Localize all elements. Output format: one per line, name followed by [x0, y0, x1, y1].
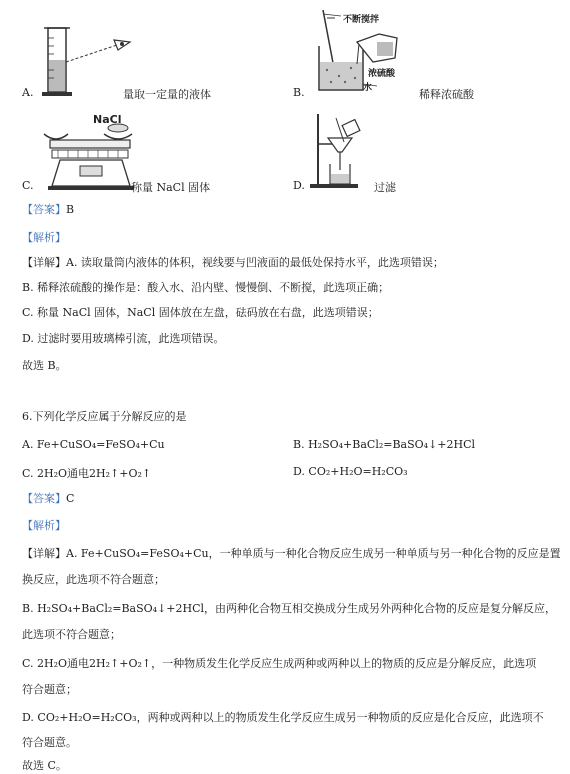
- detail-line-q6-c1: C. 2H₂O通电2H₂↑+O₂↑，一种物质发生化学反应生成两种或两种以上的物质的反应是分解反应，此选项: [22, 657, 537, 670]
- figure-label-water: 水: [363, 83, 373, 93]
- figure-label-stir: 不断搅拌: [343, 15, 380, 25]
- option-label-c: 称量 NaCl 固体: [131, 181, 211, 194]
- detail-line-q6-c2: 符合题意；: [22, 683, 77, 696]
- detail-line-q5-a: [22, 254, 444, 270]
- answer-value: C: [66, 492, 75, 505]
- detail-line-q6-b1: B. H₂SO₄+BaCl₂=BaSO₄↓+2HCl，由两种化合物互相交换成分生成另外两种化合物的反应是复分解反应，: [22, 602, 557, 615]
- detail-text: A. Fe+CuSO₄=FeSO₄+Cu，一种单质与一种化合物反应生成另一种单质与另一种化合物的反应是置: [66, 547, 561, 560]
- detail-line-q6-a2: 换反应，此选项不符合题意；: [22, 573, 165, 586]
- detail-text: A. 读取量筒内液体的体积，视线要与凹液面的最低处保持水平，此选项错误；: [66, 256, 444, 269]
- detail-line-q5-c: C. 称量 NaCl 固体，NaCl 固体放在左盘，砝码放在右盘，此选项错误；: [22, 306, 379, 319]
- option-label-b: 稀释浓硫酸: [419, 88, 474, 101]
- detail-line-q5-d: D. 过滤时要用玻璃棒引流，此选项错误。: [22, 332, 225, 345]
- detail-line-q6-b2: 此选项不符合题意；: [22, 628, 121, 641]
- answer-line-q6: [22, 490, 74, 506]
- analysis-tag-q6: 【解析】: [22, 519, 66, 532]
- answer-tag: 【答案】: [22, 492, 66, 505]
- option-q6-b: B. H₂SO₄+BaCl₂=BaSO₄↓+2HCl: [293, 438, 476, 451]
- option-label-a: 量取一定量的液体: [123, 88, 211, 101]
- option-letter-d: D.: [293, 179, 305, 192]
- answer-tag: 【答案】: [22, 203, 66, 216]
- answer-value: B: [66, 203, 75, 216]
- answer-line-q5: [22, 201, 74, 217]
- option-letter-b: B.: [293, 86, 305, 99]
- detail-line-q6-d1: D. CO₂+H₂O=H₂CO₃，两种或两种以上的物质发生化学反应生成另一种物质的反应是化合反应，此选项不: [22, 711, 544, 724]
- option-letter-c: C.: [22, 179, 34, 192]
- option-q6-d: D. CO₂+H₂O=H₂CO₃: [293, 465, 408, 478]
- detail-tag: 【详解】: [22, 547, 66, 560]
- detail-line-q5-b: B. 稀释浓硫酸的操作是：酸入水、沿内壁、慢慢倒、不断搅，此选项正确；: [22, 281, 390, 294]
- detail-line-q6-a1: [22, 545, 561, 561]
- option-q6-a: A. Fe+CuSO₄=FeSO₄+Cu: [22, 438, 165, 451]
- option-letter-a: A.: [22, 86, 34, 99]
- figure-label-nacl: NaCl: [93, 113, 122, 126]
- detail-line-q6-d2: 符合题意。: [22, 736, 77, 749]
- conclusion-q5: 故选 B。: [22, 359, 67, 372]
- detail-tag: 【详解】: [22, 256, 66, 269]
- figure-label-acid: 浓硫酸: [368, 69, 396, 79]
- conclusion-q6: 故选 C。: [22, 759, 67, 772]
- figure-filtration: [308, 108, 368, 190]
- question-stem-q6: 6.下列化学反应属于分解反应的是: [22, 410, 187, 423]
- option-label-d: 过滤: [374, 181, 396, 194]
- analysis-tag-q5: 【解析】: [22, 231, 66, 244]
- figure-balance: [38, 114, 146, 194]
- option-q6-c: C. 2H₂O通电2H₂↑+O₂↑: [22, 467, 152, 480]
